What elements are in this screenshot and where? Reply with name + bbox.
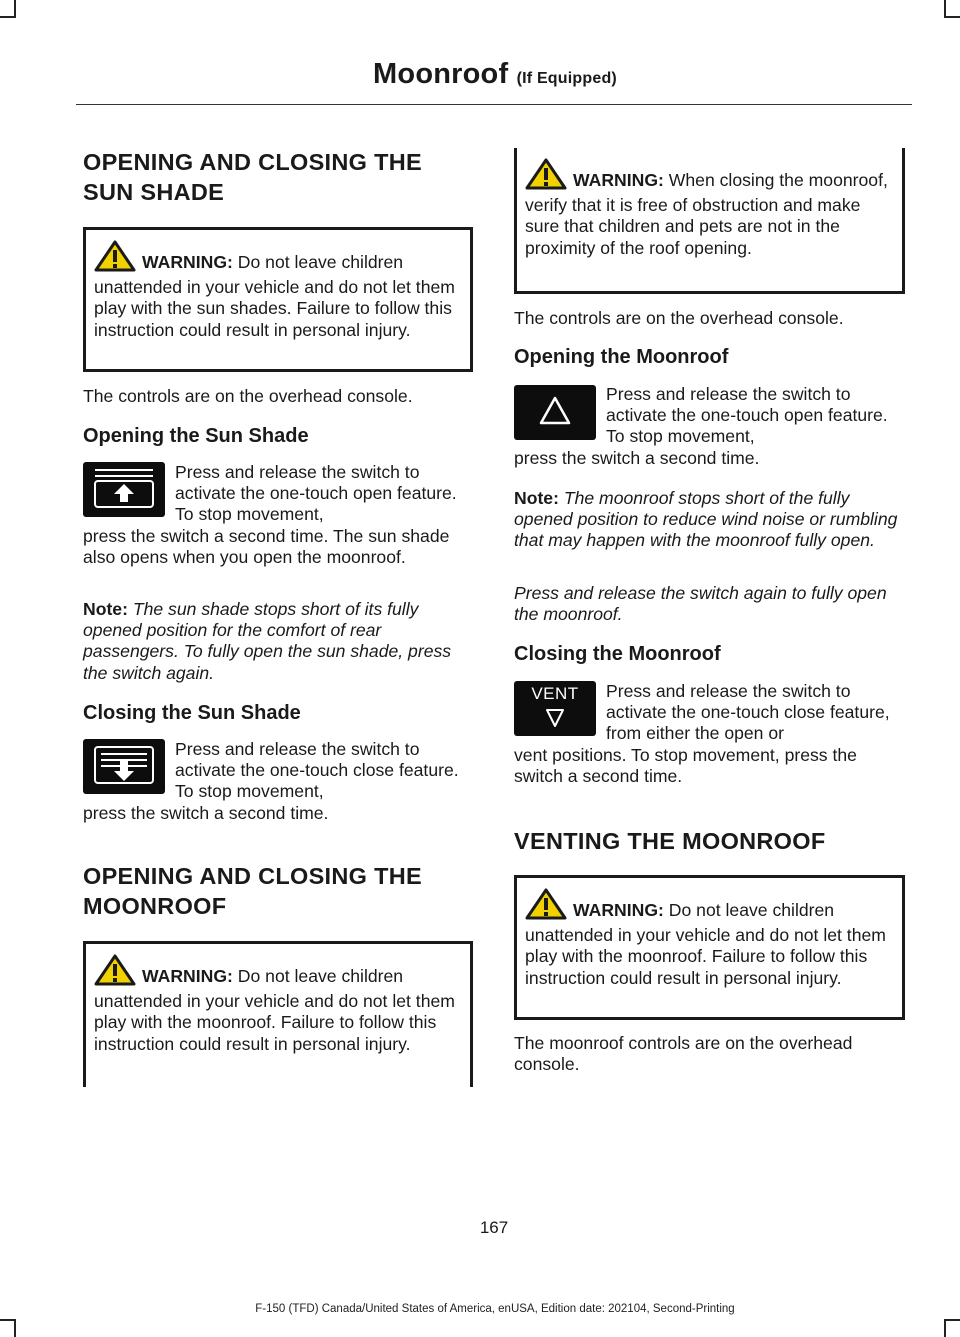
section-title-line: MOONROOF: [83, 893, 227, 919]
warning-label: WARNING:: [142, 252, 233, 272]
section-title-line: OPENING AND CLOSING THE: [83, 149, 422, 175]
closing-sun-shade-text-b: press the switch a second time.: [83, 803, 329, 823]
warning-icon: [94, 954, 136, 991]
warning-label: WARNING:: [573, 900, 664, 920]
press-again-italic: Press and release the switch again to fully open the moonroof.: [514, 583, 887, 625]
warning-box-venting: [514, 875, 905, 1020]
note-moonroof: [514, 488, 906, 552]
heading-closing-moonroof: Closing the Moonroof: [514, 643, 721, 665]
section-title-line: OPENING AND CLOSING THE: [83, 863, 422, 889]
sun-shade-open-icon: [83, 462, 165, 517]
note-label: Note:: [514, 488, 559, 508]
header-divider: [76, 104, 912, 105]
crop-mark: [0, 1319, 16, 1321]
moonroof-close-vent-icon: [514, 681, 596, 736]
edition-footer: F-150 (TFD) Canada/United States of America, enUSA, Edition date: 202104, Second-Printing: [255, 1303, 735, 1315]
moonroof-open-icon: [514, 385, 596, 440]
heading-opening-sun-shade: Opening the Sun Shade: [83, 425, 309, 447]
warning-text: Do not leave children unattended in your vehicle and do not let them play with the moonroof. Failure to follow this instruction could result in personal injury.: [525, 900, 886, 988]
warning-box-moonroof-children: [83, 941, 473, 1087]
sun-shade-close-icon: [83, 739, 165, 794]
opening-sun-shade-text-b: press the switch a second time. The sun shade also opens when you open the moonroof.: [83, 526, 450, 568]
closing-sun-shade-text-a: Press and release the switch to activate the one-touch close feature. To stop movement,: [175, 739, 459, 802]
note-sun-shade: [83, 599, 475, 684]
moonroof-controls-location-text: The moonroof controls are on the overhead console.: [514, 1033, 853, 1075]
section-title-venting-moonroof: VENTING THE MOONROOF: [514, 828, 826, 854]
page-number: 167: [479, 1218, 509, 1237]
warning-label: WARNING:: [142, 966, 233, 986]
warning-box-closing-moonroof: [514, 148, 905, 294]
note-label: Note:: [83, 599, 128, 619]
controls-location-text: The controls are on the overhead console.: [514, 308, 844, 328]
page-header: [0, 58, 960, 91]
section-title-moonroof: [83, 861, 473, 921]
warning-text: Do not leave children unattended in your vehicle and do not let them play with the sun shades. Failure to follow this instruction could result in personal injury.: [94, 252, 455, 340]
warning-box-sun-shade: [83, 227, 473, 372]
opening-sun-shade-text-a: Press and release the switch to activate the one-touch open feature. To stop movement,: [175, 462, 457, 525]
crop-mark: [944, 1319, 960, 1321]
controls-location-text: The controls are on the overhead console.: [83, 386, 413, 406]
opening-moonroof-text-a: Press and release the switch to activate the one-touch open feature. To stop movement,: [606, 384, 888, 447]
vent-icon-label: VENT: [531, 684, 579, 703]
header-title: Moonroof: [373, 58, 509, 90]
crop-mark: [14, 1319, 16, 1337]
warning-icon: [525, 158, 567, 195]
press-again-text: [514, 583, 906, 625]
warning-text: When closing the moonroof, verify that it is free of obstruction and make sure that children and pets are not in the proximity of the roof opening.: [525, 170, 888, 258]
heading-opening-moonroof: Opening the Moonroof: [514, 346, 729, 368]
crop-mark: [0, 16, 16, 18]
crop-mark: [944, 1319, 946, 1337]
note-text: The sun shade stops short of its fully opened position for the comfort of rear passengers. To fully open the sun shade, press the switch again.: [83, 599, 452, 683]
closing-moonroof-text-b: vent positions. To stop movement, press the switch a second time.: [514, 745, 857, 787]
warning-label: WARNING:: [573, 170, 664, 190]
crop-mark: [944, 16, 960, 18]
opening-moonroof-text-b: press the switch a second time.: [514, 448, 760, 468]
heading-closing-sun-shade: Closing the Sun Shade: [83, 702, 301, 724]
note-text: The moonroof stops short of the fully opened position to reduce wind noise or rumbling that may happen with the moonroof fully open.: [514, 488, 898, 551]
section-title-line: SUN SHADE: [83, 179, 225, 205]
warning-icon: [525, 888, 567, 925]
closing-moonroof-text-a: Press and release the switch to activate the one-touch close feature, from either the open or: [606, 681, 890, 744]
warning-text: Do not leave children unattended in your vehicle and do not let them play with the moonroof. Failure to follow this instruction could result in personal injury.: [94, 966, 455, 1054]
warning-icon: [94, 240, 136, 277]
section-title-sun-shade: [83, 147, 473, 207]
header-subtitle: (If Equipped): [516, 70, 617, 87]
